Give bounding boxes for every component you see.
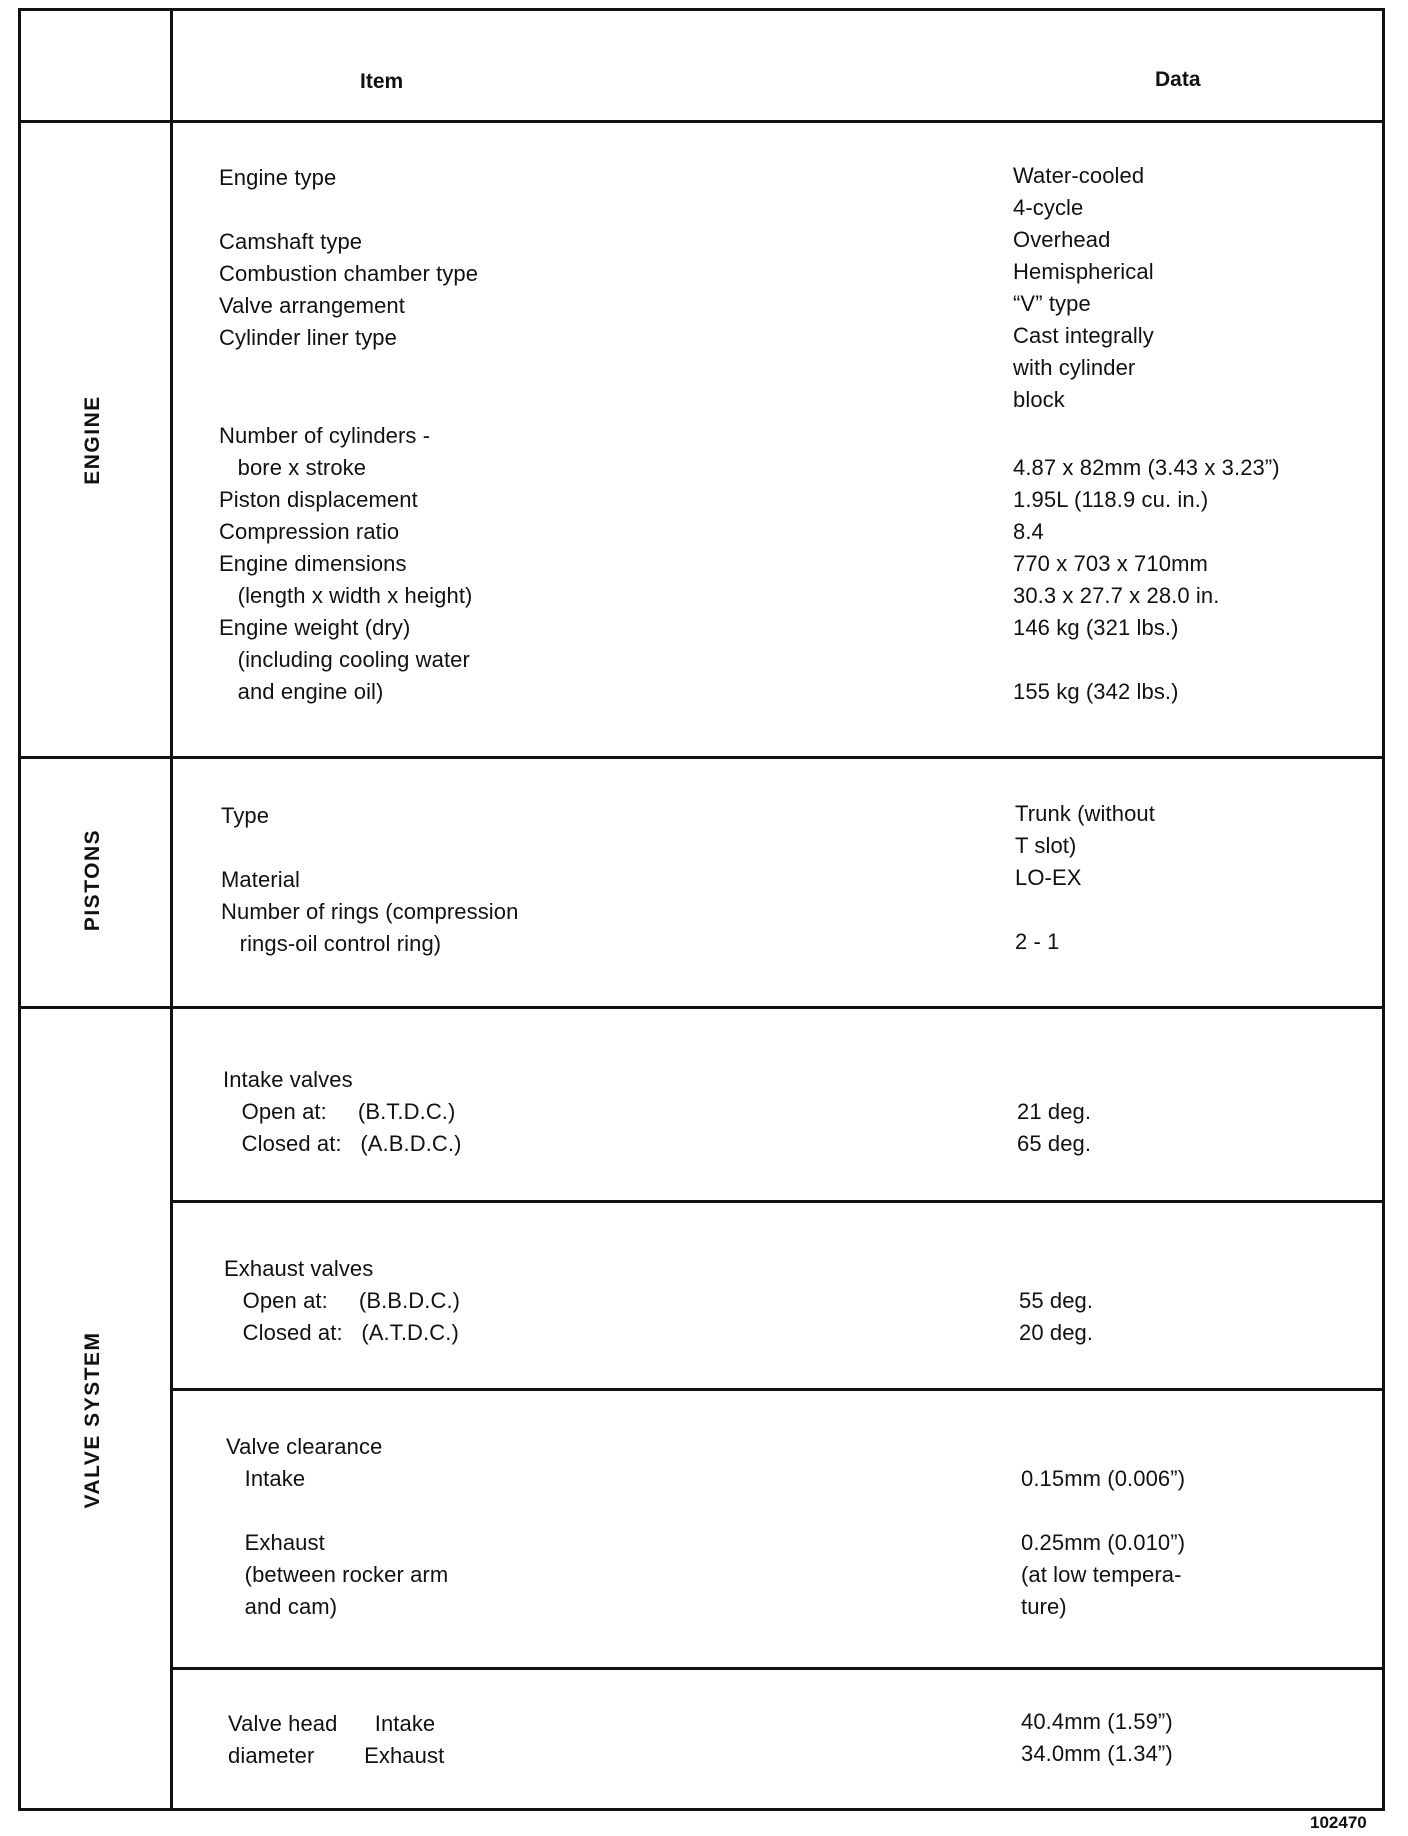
- pistons-value: 2 - 1: [1015, 929, 1060, 954]
- intake-valves-item: Intake valves: [223, 1067, 353, 1092]
- header-item: Item: [360, 70, 404, 93]
- engine-item: Engine dimensions: [219, 551, 407, 576]
- valve-clearance-item: (between rocker arm: [226, 1562, 449, 1587]
- engine-value: 146 kg (321 lbs.): [1013, 615, 1179, 640]
- intake-divider: [170, 1200, 1385, 1203]
- valve-clearance-value: (at low tempera-: [1021, 1562, 1182, 1587]
- engine-item: Piston displacement: [219, 487, 418, 512]
- engine-value: 8.4: [1013, 519, 1044, 544]
- valve-head-value: 40.4mm (1.59”): [1021, 1709, 1173, 1734]
- intake-valves-value: 65 deg.: [1017, 1131, 1092, 1156]
- engine-value: “V” type: [1013, 291, 1091, 316]
- valve-clearance-value: 0.25mm (0.010”): [1021, 1530, 1186, 1555]
- exhaust-valves-item: Closed at: (A.T.D.C.): [224, 1320, 459, 1345]
- engine-item: (length x width x height): [219, 583, 473, 608]
- valve-head-item: Valve head Intake: [228, 1711, 436, 1736]
- pistons-value: Trunk (without: [1015, 801, 1155, 826]
- table-border-right: [1382, 8, 1385, 1810]
- pistons-divider: [18, 1006, 1385, 1009]
- engine-item: Combustion chamber type: [219, 261, 479, 286]
- valve-head-item: diameter Exhaust: [228, 1743, 445, 1768]
- document-number: 102470: [1310, 1813, 1367, 1832]
- valve-clearance-value: 0.15mm (0.006”): [1021, 1466, 1186, 1491]
- pistons-value: T slot): [1015, 833, 1077, 858]
- valve-clearance-value: ture): [1021, 1594, 1067, 1619]
- engine-value: 770 x 703 x 710mm: [1013, 551, 1208, 576]
- pistons-item: Type: [221, 803, 270, 828]
- header-data: Data: [1155, 68, 1201, 91]
- exhaust-valves-value: 55 deg.: [1019, 1288, 1094, 1313]
- section-label-engine: ENGINE: [81, 395, 104, 485]
- engine-item: Cylinder liner type: [219, 325, 397, 350]
- engine-item: bore x stroke: [219, 455, 367, 480]
- exhaust-valves-value: 20 deg.: [1019, 1320, 1094, 1345]
- section-label-pistons: PISTONS: [81, 828, 104, 932]
- valve-clearance-item: Intake: [226, 1466, 306, 1491]
- engine-item: Compression ratio: [219, 519, 400, 544]
- engine-divider: [18, 756, 1385, 759]
- engine-value: Overhead: [1013, 227, 1111, 252]
- engine-item: Engine type: [219, 165, 337, 190]
- engine-value: Water-cooled: [1013, 163, 1145, 188]
- exhaust-divider: [170, 1388, 1385, 1391]
- table-border-bottom: [18, 1808, 1385, 1811]
- clearance-divider: [170, 1667, 1385, 1670]
- engine-value: Cast integrally: [1013, 323, 1154, 348]
- engine-item: and engine oil): [219, 679, 384, 704]
- valve-clearance-item: and cam): [226, 1594, 338, 1619]
- intake-valves-value: 21 deg.: [1017, 1099, 1092, 1124]
- section-label-valve-system: VALVE SYSTEM: [81, 1331, 104, 1509]
- engine-value: block: [1013, 387, 1065, 412]
- exhaust-valves-item: Exhaust valves: [224, 1256, 374, 1281]
- engine-value: 30.3 x 27.7 x 28.0 in.: [1013, 583, 1220, 608]
- intake-valves-item: Closed at: (A.B.D.C.): [223, 1131, 462, 1156]
- valve-clearance-item: Exhaust: [226, 1530, 325, 1555]
- valve-head-value: 34.0mm (1.34”): [1021, 1741, 1173, 1766]
- engine-value: with cylinder: [1013, 355, 1136, 380]
- table-border-top: [18, 8, 1385, 11]
- pistons-value: LO-EX: [1015, 865, 1082, 890]
- header-divider: [18, 120, 1385, 123]
- valve-clearance-item: Valve clearance: [226, 1434, 383, 1459]
- engine-value: 4.87 x 82mm (3.43 x 3.23”): [1013, 455, 1280, 480]
- pistons-item: Number of rings (compression: [221, 899, 519, 924]
- engine-value: Hemispherical: [1013, 259, 1154, 284]
- exhaust-valves-item: Open at: (B.B.D.C.): [224, 1288, 461, 1313]
- engine-value: 1.95L (118.9 cu. in.): [1013, 487, 1209, 512]
- pistons-item: rings-oil control ring): [221, 931, 442, 956]
- engine-item: Camshaft type: [219, 229, 363, 254]
- engine-item: Engine weight (dry): [219, 615, 411, 640]
- table-border-left: [18, 8, 21, 1810]
- engine-item: Valve arrangement: [219, 293, 405, 318]
- intake-valves-item: Open at: (B.T.D.C.): [223, 1099, 456, 1124]
- engine-value: 4-cycle: [1013, 195, 1084, 220]
- engine-item: (including cooling water: [219, 647, 470, 672]
- engine-item: Number of cylinders -: [219, 423, 431, 448]
- engine-value: 155 kg (342 lbs.): [1013, 679, 1179, 704]
- column-divider: [170, 8, 173, 1810]
- pistons-item: Material: [221, 867, 301, 892]
